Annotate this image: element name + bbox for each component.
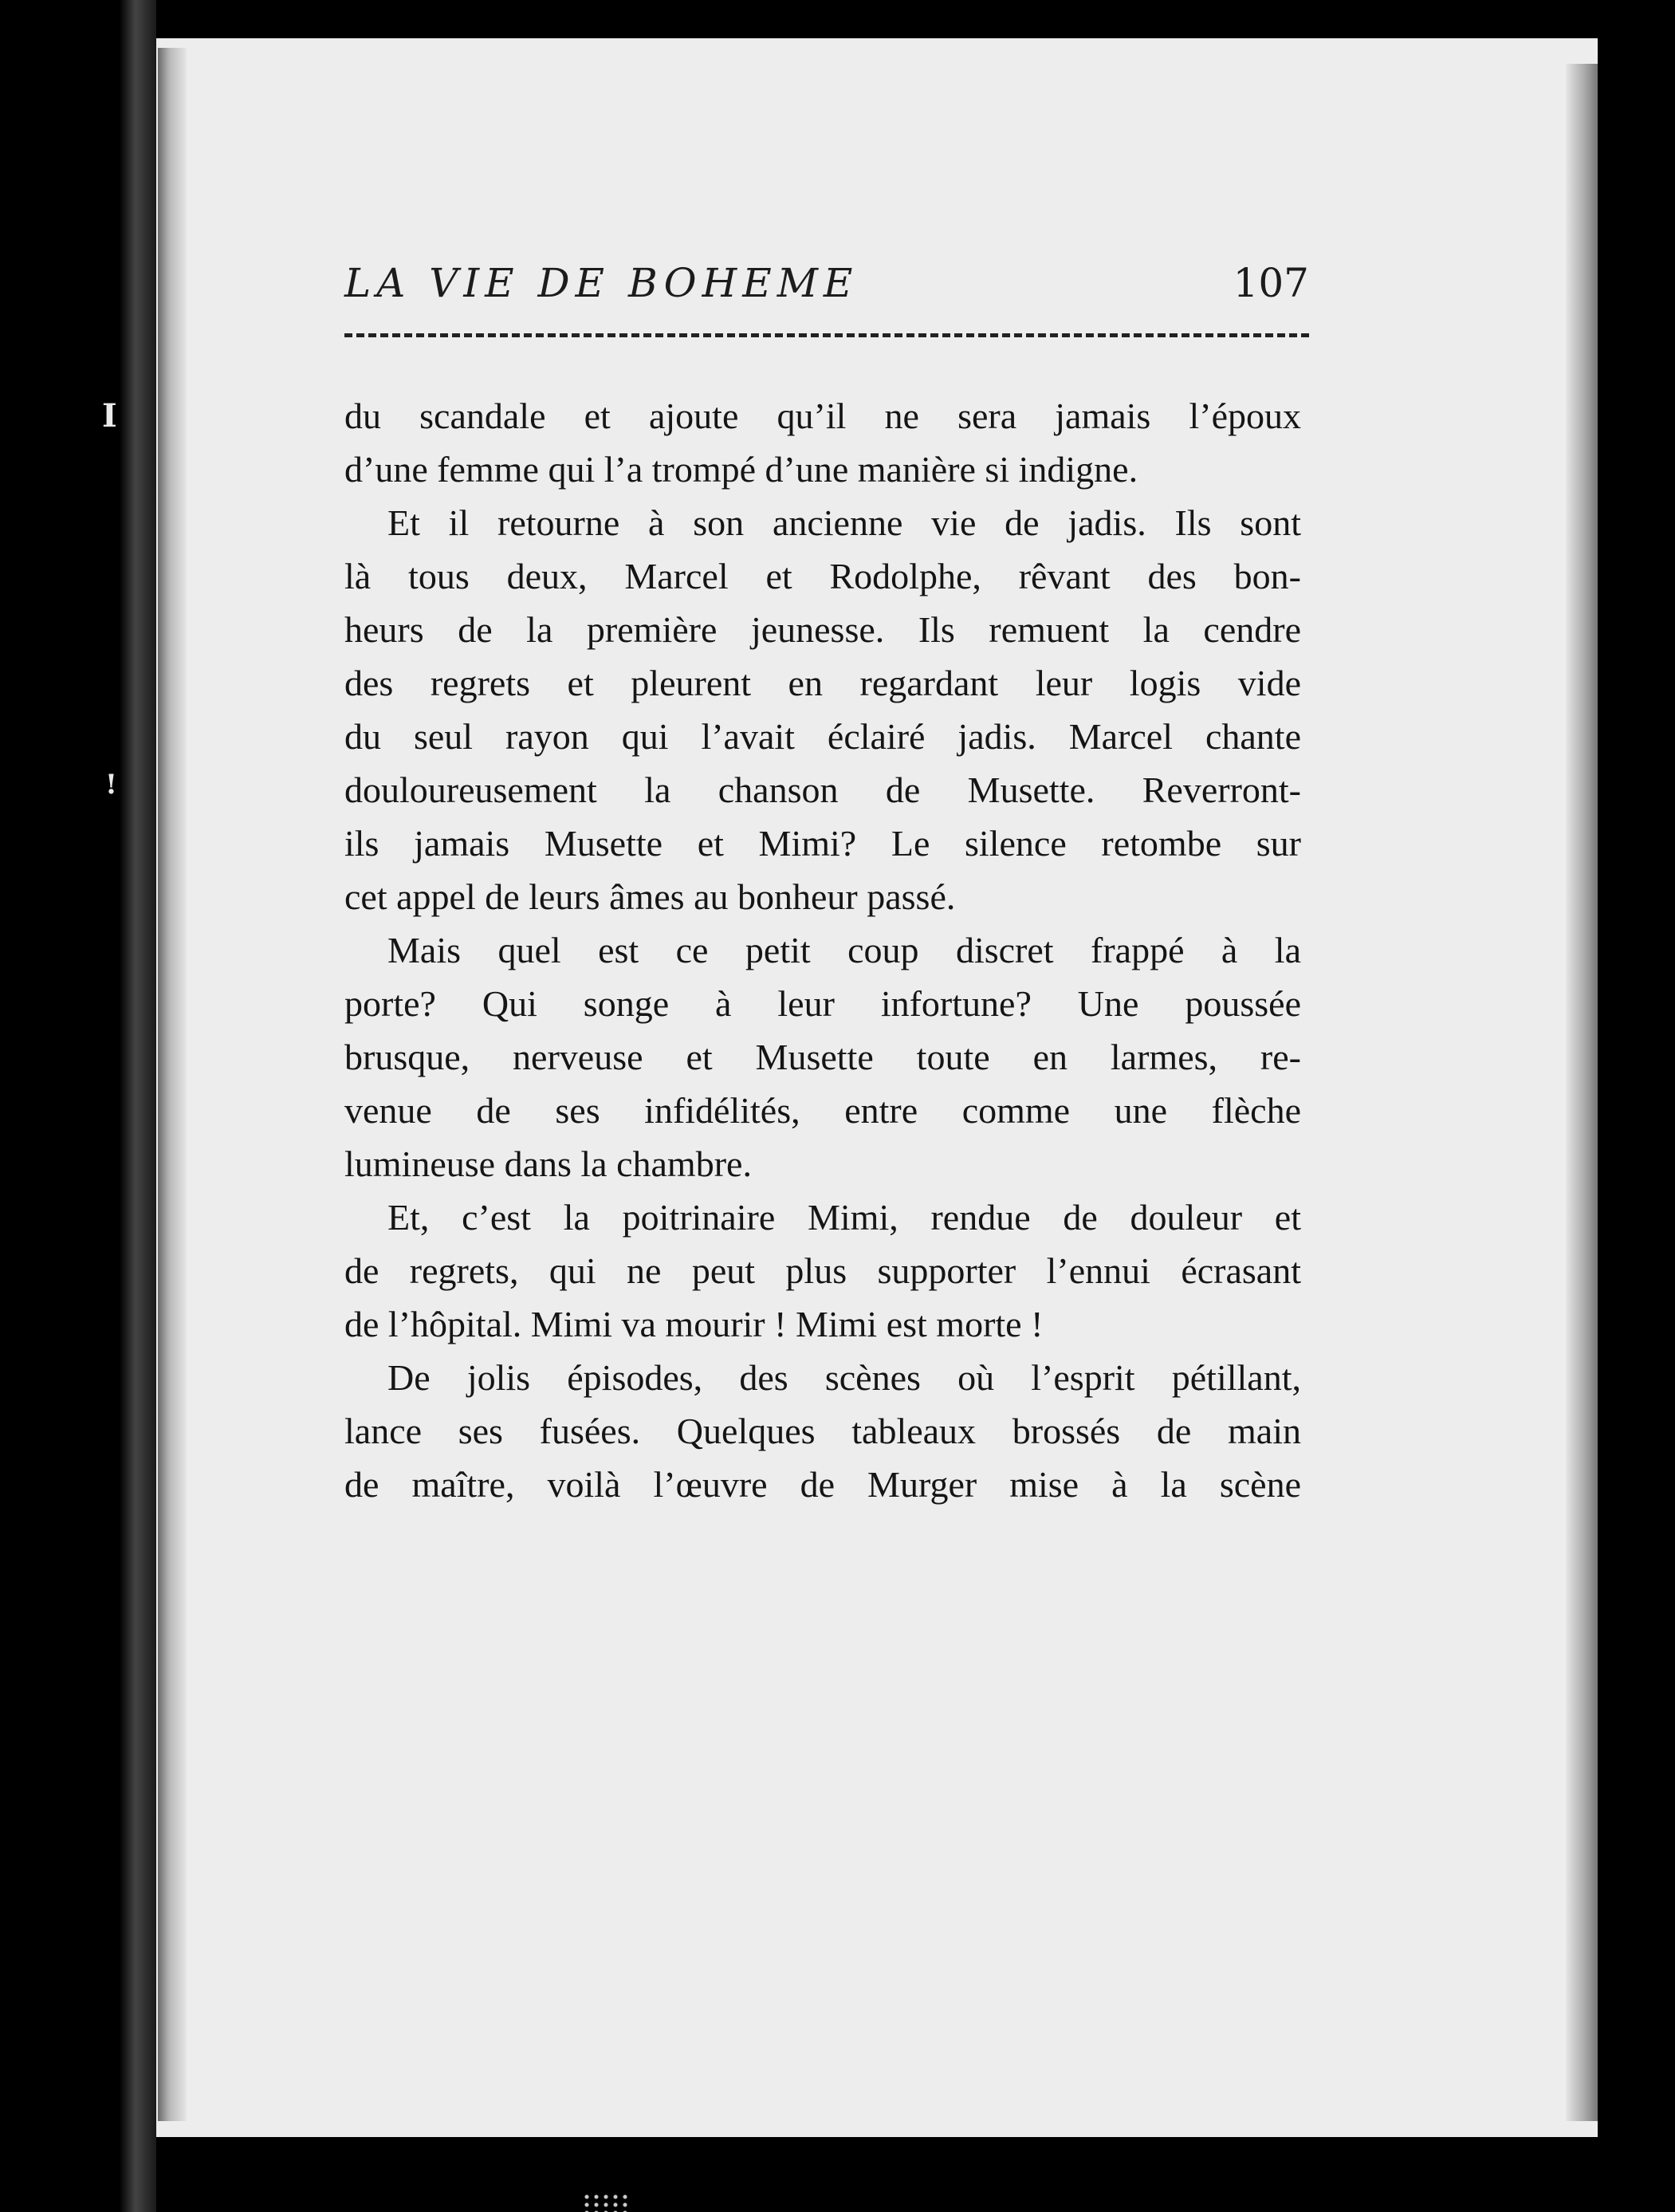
text-line: venue de ses infidélités, entre comme une flèche bbox=[344, 1090, 1301, 1131]
header-rule bbox=[344, 333, 1309, 337]
text-line: d’une femme qui l’a trompé d’une manière si indigne. bbox=[344, 449, 1138, 490]
text-line: De jolis épisodes, des scènes où l’esprit pétillant, bbox=[387, 1357, 1301, 1398]
scan-specks bbox=[582, 2193, 630, 2212]
text-line: de maître, voilà l’œuvre de Murger mise à la scène bbox=[344, 1464, 1301, 1505]
body-text bbox=[344, 389, 1301, 1511]
text-line: des regrets et pleurent en regardant leur logis vide bbox=[344, 663, 1301, 703]
page-gutter-left bbox=[158, 48, 187, 2121]
margin-mark: I bbox=[102, 397, 117, 435]
margin-mark: ! bbox=[105, 769, 117, 801]
text-line: lance ses fusées. Quelques tableaux brossés de main bbox=[344, 1411, 1301, 1451]
facing-page-edge bbox=[0, 0, 156, 2212]
text-line: lumineuse dans la chambre. bbox=[344, 1143, 752, 1184]
text-line: douloureusement la chanson de Musette. Reverront- bbox=[344, 769, 1301, 810]
text-line: Mais quel est ce petit coup discret frappé à la bbox=[387, 930, 1301, 970]
text-line: Et, c’est la poitrinaire Mimi, rendue de douleur et bbox=[387, 1197, 1301, 1238]
page-edge-right bbox=[1566, 64, 1598, 2121]
text-line: porte? Qui songe à leur infortune? Une poussée bbox=[344, 983, 1301, 1024]
text-line: cet appel de leurs âmes au bonheur passé. bbox=[344, 876, 956, 917]
page-number: 107 bbox=[1233, 260, 1309, 306]
text-line: heurs de la première jeunesse. Ils remuent la cendre bbox=[344, 609, 1301, 650]
text-line: ils jamais Musette et Mimi? Le silence retombe sur bbox=[344, 823, 1301, 864]
text-line: de regrets, qui ne peut plus supporter l’ennui écrasant bbox=[344, 1250, 1301, 1291]
running-head bbox=[344, 254, 1309, 325]
text-line: brusque, nerveuse et Musette toute en larmes, re- bbox=[344, 1037, 1301, 1077]
running-title: LA VIE DE BOHEME bbox=[344, 260, 859, 306]
text-line: Et il retourne à son ancienne vie de jadis. Ils sont bbox=[387, 502, 1301, 543]
text-line: là tous deux, Marcel et Rodolphe, rêvant des bon- bbox=[344, 556, 1301, 596]
text-line: du seul rayon qui l’avait éclairé jadis. Marcel chante bbox=[344, 716, 1301, 757]
text-line: de l’hôpital. Mimi va mourir ! Mimi est morte ! bbox=[344, 1304, 1044, 1344]
text-line: du scandale et ajoute qu’il ne sera jamais l’époux bbox=[344, 396, 1301, 436]
